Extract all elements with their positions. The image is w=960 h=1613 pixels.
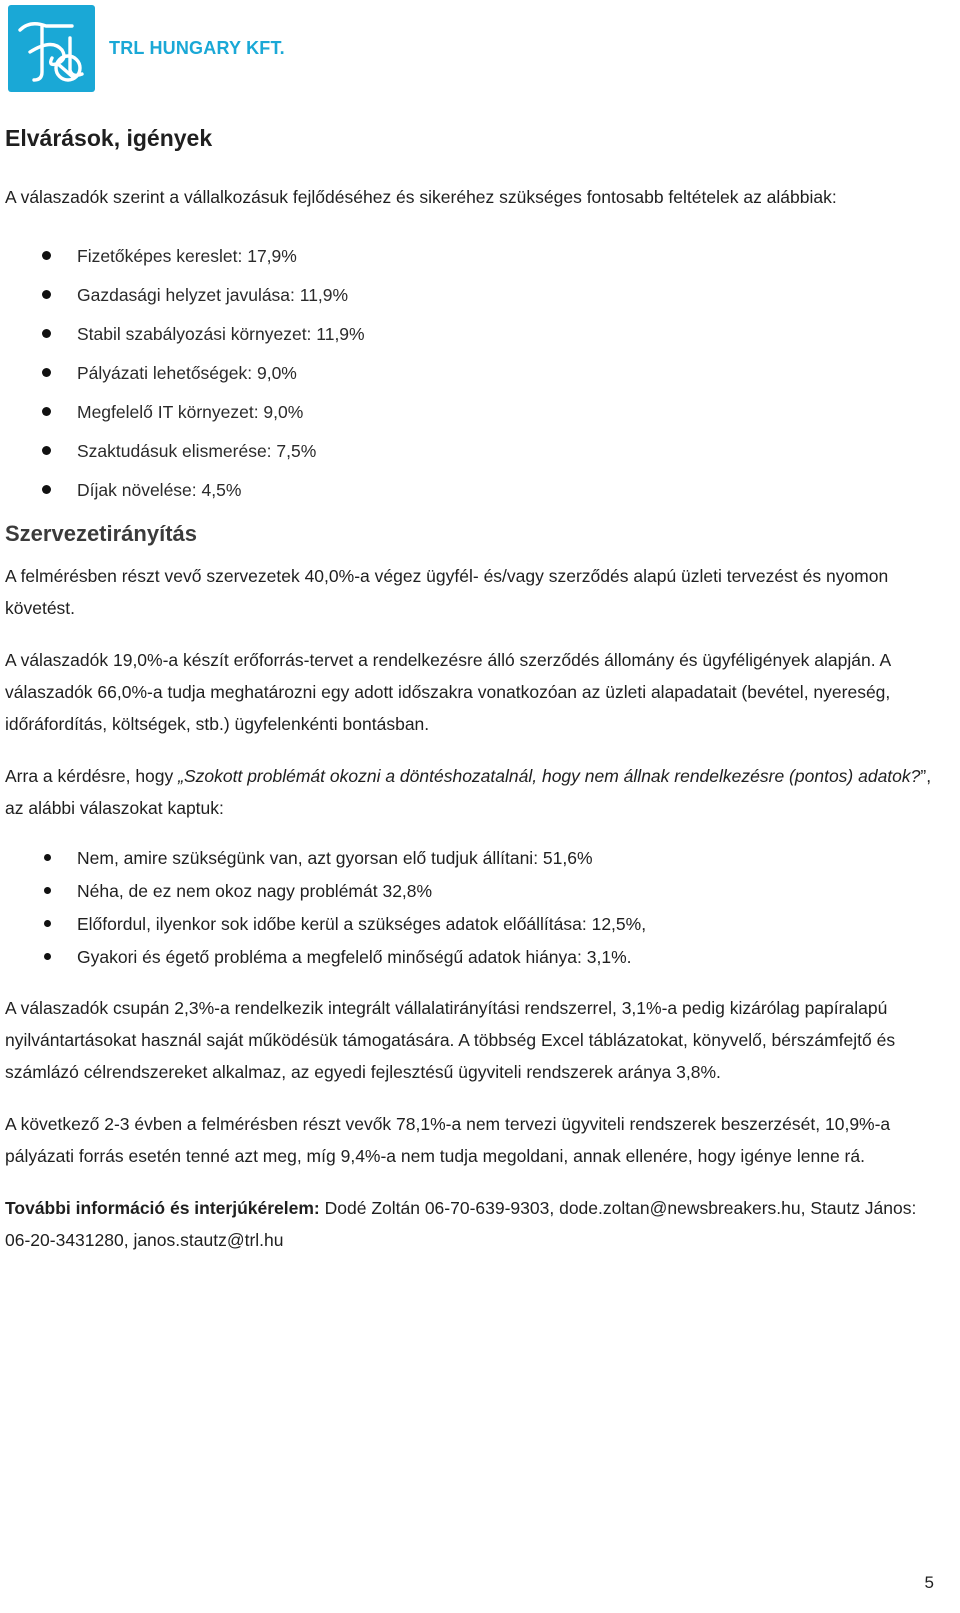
list-item: Nem, amire szükségünk van, azt gyorsan elő tudjuk állítani: 51,6%	[5, 842, 940, 875]
bullet-icon	[42, 446, 51, 455]
bullet-icon	[44, 854, 51, 861]
list-item: Szaktudásuk elismerése: 7,5%	[5, 432, 940, 471]
bullet-icon	[44, 953, 51, 960]
bullet-icon	[44, 920, 51, 927]
list-item: Néha, de ez nem okoz nagy problémát 32,8%	[5, 875, 940, 908]
list-item: Előfordul, ilyenkor sok időbe kerül a szükséges adatok előállítása: 12,5%,	[5, 908, 940, 941]
page-number: 5	[924, 1573, 934, 1592]
bullet-icon	[42, 368, 51, 377]
bullet-icon	[42, 290, 51, 299]
contact-label: További információ és interjúkérelem:	[5, 1198, 320, 1218]
list-item: Pályázati lehetőségek: 9,0%	[5, 354, 940, 393]
answers-list	[5, 842, 940, 974]
header	[8, 4, 285, 92]
list-item: Megfelelő IT környezet: 9,0%	[5, 393, 940, 432]
section-title-expectations: Elvárások, igények	[5, 125, 213, 151]
section-title-management: Szervezetirányítás	[5, 521, 197, 546]
contact-text: Dodé Zoltán 06-70-639-9303, dode.zoltan@newsbreakers.hu, Stautz János: 06-20-3431280, janos.stautz@trl.hu	[5, 1198, 917, 1250]
paragraph-question: Arra a kérdésre, hogy „Szokott problémát okozni a döntéshozatalnál, hogy nem állnak rendelkezésre (pontos) adatok?”, az alábbi válaszokat kaptuk:	[5, 766, 932, 818]
paragraph-systems: A válaszadók csupán 2,3%-a rendelkezik integrált vállalatirányítási rendszerrel, 3,1%-a pedig kizárólag papíralapú nyilvántartásokat használ saját működésük támogatására. A többség Excel táblázatokat, könyvelő, bérszámfejtő és számlázó célrendszereket alkalmaz, az egyedi fejlesztésű ügyviteli rendszerek aránya 3,8%.	[5, 998, 896, 1082]
trl-logo-mark-icon	[12, 8, 92, 88]
list-item: Gazdasági helyzet javulása: 11,9%	[5, 276, 940, 315]
conditions-list	[5, 237, 940, 510]
bullet-icon	[42, 485, 51, 494]
bullet-icon	[42, 251, 51, 260]
list-item: Gyakori és égető probléma a megfelelő minőségű adatok hiánya: 3,1%.	[5, 941, 940, 974]
paragraph-plans: A következő 2-3 évben a felmérésben részt vevők 78,1%-a nem tervezi ügyviteli rendszerek beszerzését, 10,9%-a pályázati forrás esetén tenné azt meg, míg 9,4%-a nem tudja megoldani, annak ellenére, hogy igénye lenne rá.	[5, 1114, 891, 1166]
list-item: Díjak növelése: 4,5%	[5, 471, 940, 510]
paragraph-resources: A válaszadók 19,0%-a készít erőforrás-tervet a rendelkezésre álló szerződés állomány és ügyféligények alapján. A válaszadók 66,0%-a tudja meghatározni egy adott időszakra vonatkozóan az üzleti alapadatait (bevétel, nyereség, időráfordítás, költségek, stb.) ügyfelenkénti bontásban.	[5, 650, 891, 734]
paragraph-contact	[5, 1192, 940, 1256]
intro-paragraph: A válaszadók szerint a vállalkozásuk fejlődéséhez és sikeréhez szükséges fontosabb feltételek az alábbiak:	[5, 187, 837, 207]
list-item: Fizetőképes kereslet: 17,9%	[5, 237, 940, 276]
document-body	[5, 118, 940, 1256]
bullet-icon	[42, 407, 51, 416]
list-item: Stabil szabályozási környezet: 11,9%	[5, 315, 940, 354]
bullet-icon	[42, 329, 51, 338]
brand-name: TRL HUNGARY KFT.	[109, 37, 285, 58]
trl-logo	[8, 5, 95, 92]
paragraph-planning: A felmérésben részt vevő szervezetek 40,0%-a végez ügyfél- és/vagy szerződés alapú üzleti tervezést és nyomon követést.	[5, 566, 889, 618]
bullet-icon	[44, 887, 51, 894]
